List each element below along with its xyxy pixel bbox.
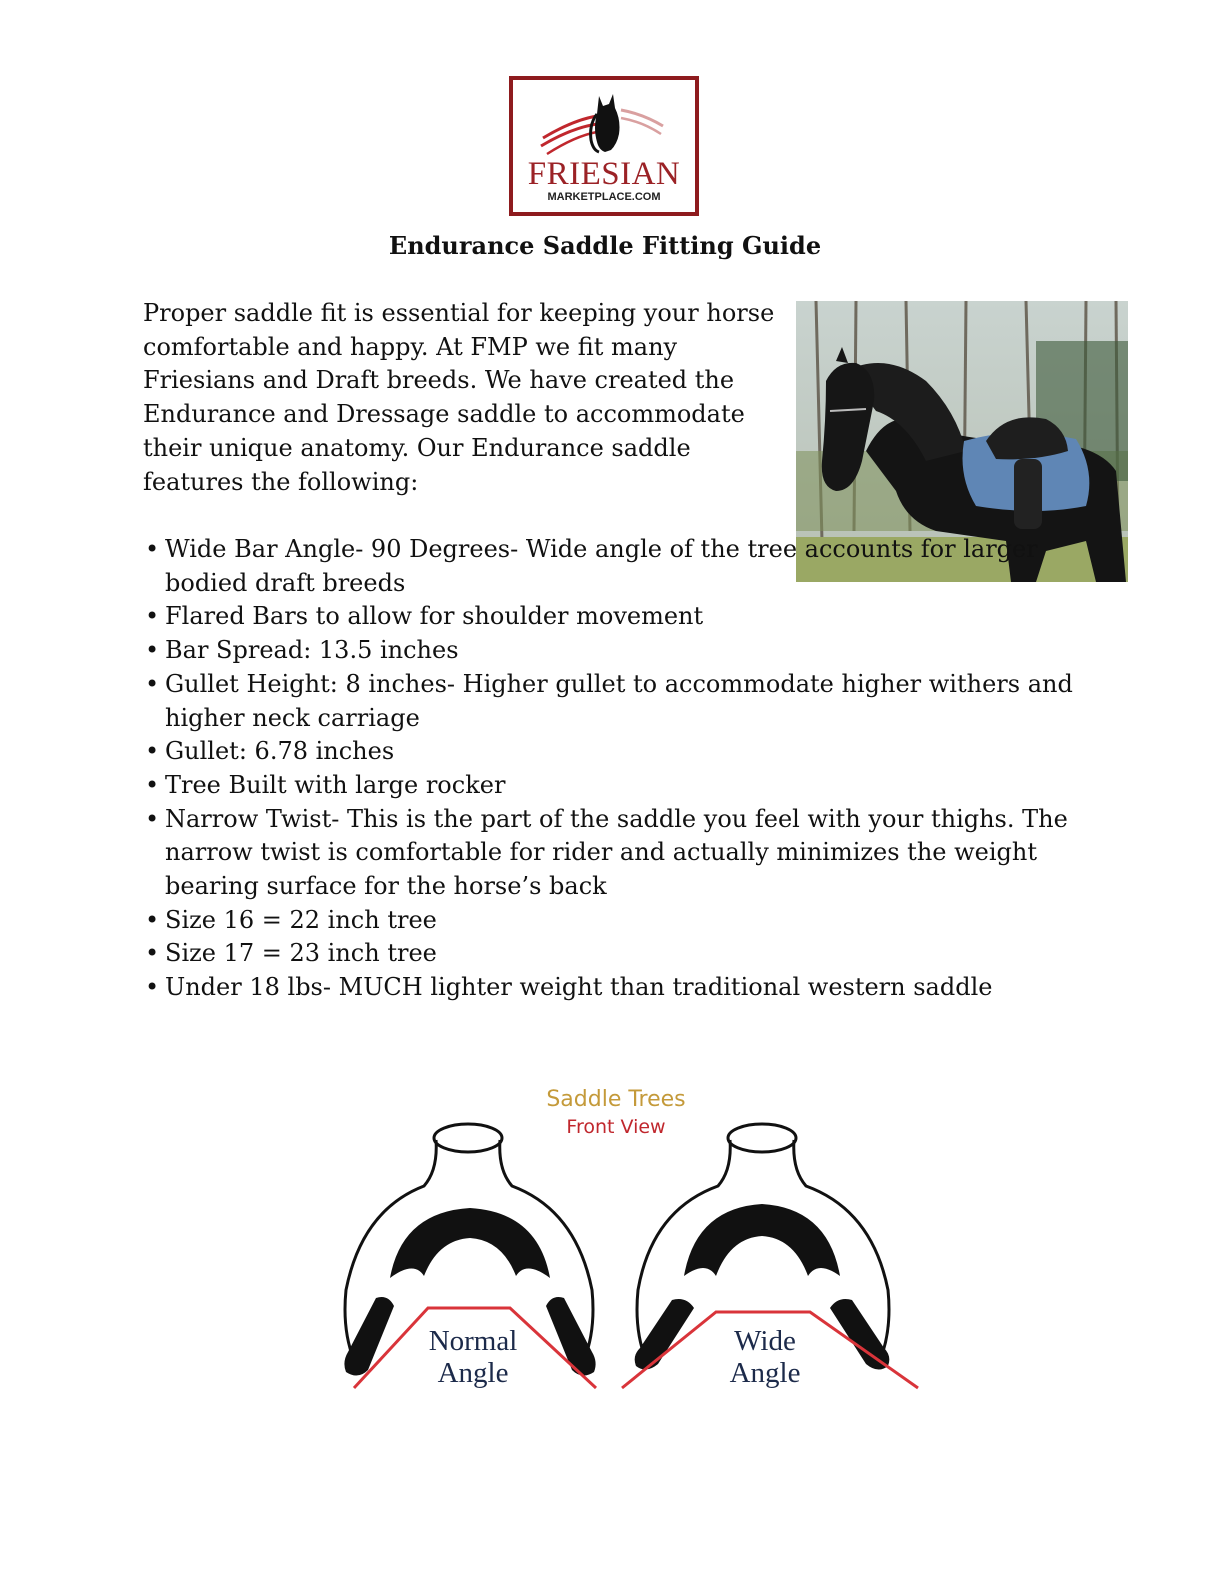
list-item: • Gullet: 6.78 inches bbox=[143, 735, 1073, 769]
list-item: • Flared Bars to allow for shoulder movement bbox=[143, 600, 1073, 634]
list-item: • Size 16 = 22 inch tree bbox=[143, 904, 1073, 938]
page-title: Endurance Saddle Fitting Guide bbox=[388, 231, 822, 260]
feature-list bbox=[143, 533, 1073, 1005]
intro-paragraph: Proper saddle fit is essential for keeping your horse comfortable and happy. At FMP we fit many Friesians and Draft breeds. We have created the Endurance and Dressage saddle to accommodate their unique anatomy. Our Endurance saddle features the following: bbox=[143, 299, 775, 496]
list-item: • Under 18 lbs- MUCH lighter weight than traditional western saddle bbox=[143, 971, 1073, 1005]
list-item: • Tree Built with large rocker bbox=[143, 769, 1073, 803]
list-item: • Wide Bar Angle- 90 Degrees- Wide angle of the tree accounts for larger bodied draft breeds bbox=[143, 533, 1073, 600]
diagram-title: Saddle Trees bbox=[546, 1087, 686, 1112]
list-item: • Bar Spread: 13.5 inches bbox=[143, 634, 1073, 668]
friesian-marketplace-logo bbox=[509, 76, 699, 216]
list-item: • Narrow Twist- This is the part of the saddle you feel with your thighs. The narrow twist is comfortable for rider and actually minimizes the weight bearing surface for the horse’s back bbox=[143, 803, 1073, 904]
wide-angle-label-line2: Angle bbox=[729, 1357, 801, 1389]
wide-angle-label-line1: Wide bbox=[734, 1325, 796, 1357]
logo-domain-text: MARKETPLACE.COM bbox=[547, 191, 661, 203]
normal-angle-label-line1: Normal bbox=[428, 1325, 518, 1357]
diagram-subtitle: Front View bbox=[566, 1116, 666, 1138]
logo-brand-text: FRIESIAN bbox=[527, 156, 681, 192]
list-item: • Gullet Height: 8 inches- Higher gullet to accommodate higher withers and higher neck carriage bbox=[143, 668, 1073, 735]
list-item: • Size 17 = 23 inch tree bbox=[143, 937, 1073, 971]
normal-angle-label-line2: Angle bbox=[437, 1357, 509, 1389]
